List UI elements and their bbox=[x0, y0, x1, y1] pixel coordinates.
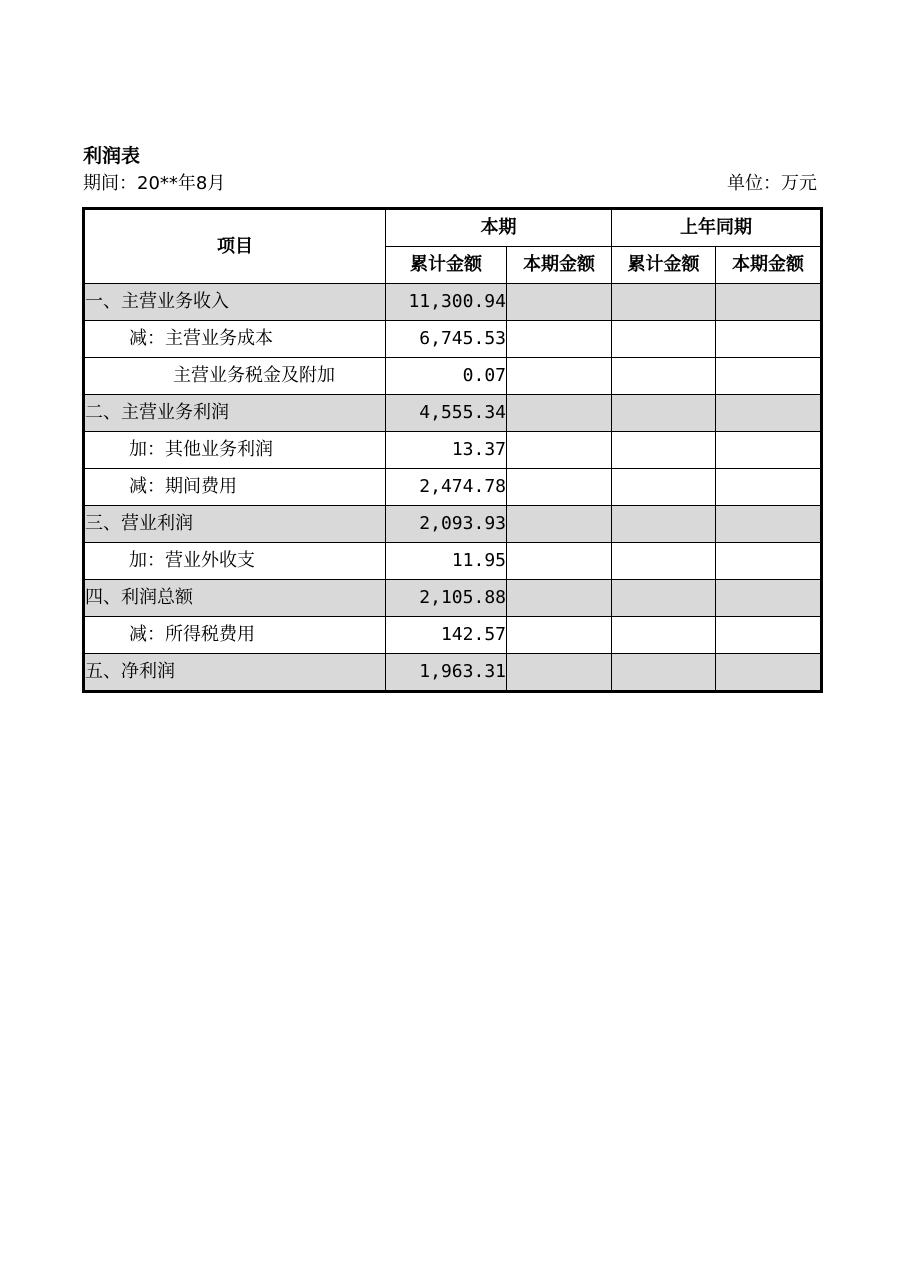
last-year-cumulative-amount-cell bbox=[612, 284, 716, 321]
cumulative-amount-cell: 2,474.78 bbox=[386, 469, 507, 506]
last-year-current-amount-cell bbox=[716, 432, 822, 469]
last-year-cumulative-amount-cell bbox=[612, 654, 716, 692]
table-row bbox=[84, 580, 822, 617]
table-row bbox=[84, 617, 822, 654]
row-label: 一、主营业务收入 bbox=[84, 284, 386, 321]
last-year-cumulative-amount-cell bbox=[612, 395, 716, 432]
table-header bbox=[84, 209, 822, 284]
last-year-cumulative-amount-cell bbox=[612, 321, 716, 358]
last-year-cumulative-amount-cell bbox=[612, 506, 716, 543]
last-year-current-amount-cell bbox=[716, 617, 822, 654]
last-year-cumulative-amount-header: 累计金额 bbox=[612, 247, 716, 284]
current-amount-cell bbox=[507, 469, 612, 506]
cumulative-amount-cell: 2,105.88 bbox=[386, 580, 507, 617]
table-row bbox=[84, 432, 822, 469]
table-row bbox=[84, 358, 822, 395]
cumulative-amount-cell: 4,555.34 bbox=[386, 395, 507, 432]
current-amount-cell bbox=[507, 543, 612, 580]
row-label: 二、主营业务利润 bbox=[84, 395, 386, 432]
last-year-current-amount-cell bbox=[716, 543, 822, 580]
last-year-cumulative-amount-cell bbox=[612, 617, 716, 654]
last-year-cumulative-amount-cell bbox=[612, 469, 716, 506]
row-label: 减：所得税费用 bbox=[84, 617, 386, 654]
table-row bbox=[84, 506, 822, 543]
last-year-current-amount-cell bbox=[716, 395, 822, 432]
cumulative-amount-cell: 11,300.94 bbox=[386, 284, 507, 321]
row-label: 三、营业利润 bbox=[84, 506, 386, 543]
last-year-current-amount-cell bbox=[716, 506, 822, 543]
table-row bbox=[84, 469, 822, 506]
current-amount-cell bbox=[507, 321, 612, 358]
last-year-current-amount-cell bbox=[716, 654, 822, 692]
row-label: 加：营业外收支 bbox=[84, 543, 386, 580]
table-row bbox=[84, 654, 822, 692]
table-body bbox=[84, 284, 822, 692]
cumulative-amount-cell: 1,963.31 bbox=[386, 654, 507, 692]
table-row bbox=[84, 543, 822, 580]
cumulative-amount-cell: 0.07 bbox=[386, 358, 507, 395]
last-year-current-amount-cell bbox=[716, 358, 822, 395]
current-amount-header: 本期金额 bbox=[507, 247, 612, 284]
current-amount-cell bbox=[507, 580, 612, 617]
current-amount-cell bbox=[507, 432, 612, 469]
table-row bbox=[84, 395, 822, 432]
last-year-current-amount-header: 本期金额 bbox=[716, 247, 822, 284]
current-amount-cell bbox=[507, 358, 612, 395]
last-year-cumulative-amount-cell bbox=[612, 432, 716, 469]
current-amount-cell bbox=[507, 654, 612, 692]
last-year-current-amount-cell bbox=[716, 580, 822, 617]
cumulative-amount-cell: 13.37 bbox=[386, 432, 507, 469]
current-amount-cell bbox=[507, 617, 612, 654]
last-year-cumulative-amount-cell bbox=[612, 580, 716, 617]
cumulative-amount-cell: 6,745.53 bbox=[386, 321, 507, 358]
table-row bbox=[84, 284, 822, 321]
cumulative-amount-cell: 11.95 bbox=[386, 543, 507, 580]
row-label: 四、利润总额 bbox=[84, 580, 386, 617]
row-label: 五、净利润 bbox=[84, 654, 386, 692]
current-amount-cell bbox=[507, 284, 612, 321]
current-period-group-header: 本期 bbox=[386, 209, 612, 247]
row-label: 减：期间费用 bbox=[84, 469, 386, 506]
last-year-cumulative-amount-cell bbox=[612, 358, 716, 395]
row-label: 加：其他业务利润 bbox=[84, 432, 386, 469]
last-year-current-amount-cell bbox=[716, 321, 822, 358]
row-label: 主营业务税金及附加 bbox=[84, 358, 386, 395]
report-period: 期间：20**年8月 bbox=[83, 173, 226, 194]
cumulative-amount-header: 累计金额 bbox=[386, 247, 507, 284]
current-amount-cell bbox=[507, 506, 612, 543]
item-column-header: 项目 bbox=[84, 209, 386, 284]
last-year-current-amount-cell bbox=[716, 469, 822, 506]
income-statement-table bbox=[82, 207, 823, 693]
table-row bbox=[84, 321, 822, 358]
last-year-current-amount-cell bbox=[716, 284, 822, 321]
last-year-group-header: 上年同期 bbox=[612, 209, 822, 247]
last-year-cumulative-amount-cell bbox=[612, 543, 716, 580]
cumulative-amount-cell: 142.57 bbox=[386, 617, 507, 654]
report-title: 利润表 bbox=[83, 145, 141, 167]
row-label: 减：主营业务成本 bbox=[84, 321, 386, 358]
report-unit: 单位：万元 bbox=[727, 173, 817, 194]
current-amount-cell bbox=[507, 395, 612, 432]
cumulative-amount-cell: 2,093.93 bbox=[386, 506, 507, 543]
